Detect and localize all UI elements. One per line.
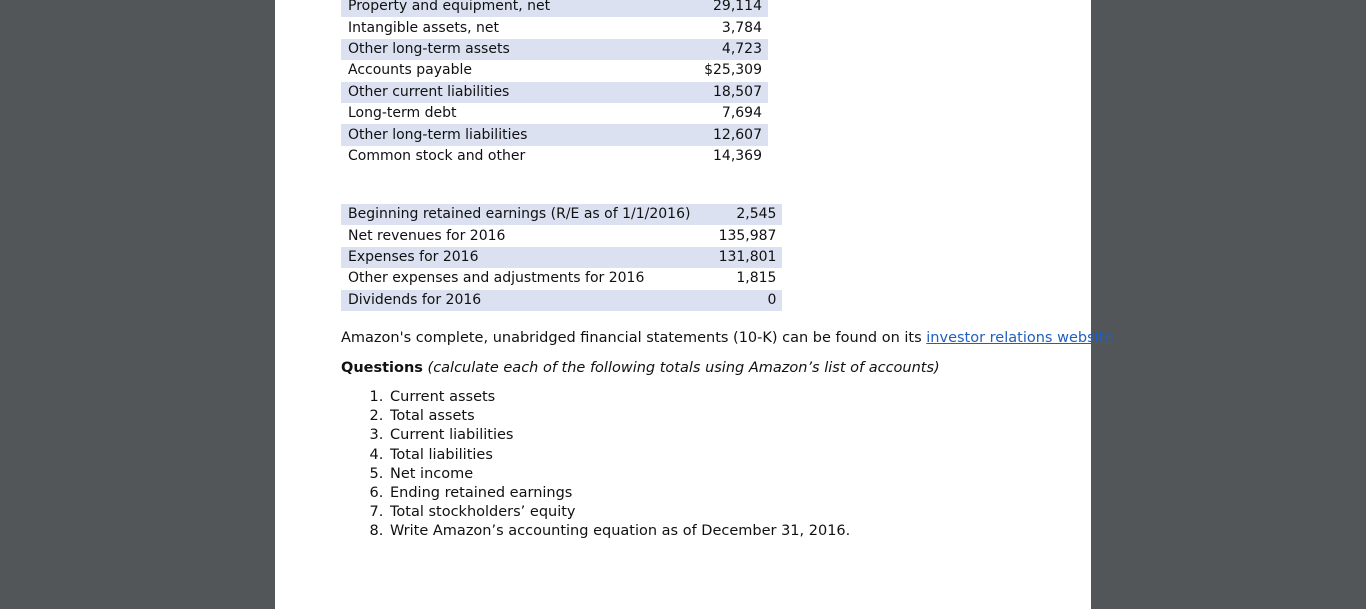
account-label: Expenses for 2016 bbox=[341, 247, 696, 268]
account-value: 12,607 bbox=[682, 124, 768, 145]
statement-note bbox=[341, 330, 1118, 346]
questions-list bbox=[341, 388, 850, 542]
table-row bbox=[341, 247, 782, 268]
account-value: 29,114 bbox=[682, 0, 768, 17]
account-value: $25,309 bbox=[704, 62, 762, 79]
questions-header bbox=[341, 360, 940, 376]
investor-relations-link[interactable]: investor relations website. bbox=[926, 330, 1118, 346]
table-row bbox=[341, 290, 782, 311]
account-label: Other long-term assets bbox=[341, 39, 682, 60]
table-row bbox=[341, 268, 782, 289]
table-row bbox=[341, 60, 768, 81]
list-item: 8. Write Amazon’s accounting equation as of December 31, 2016. bbox=[388, 522, 850, 541]
table-row bbox=[341, 103, 768, 124]
list-item: 6. Ending retained earnings bbox=[388, 484, 850, 503]
list-item: 2. Total assets bbox=[388, 407, 850, 426]
account-label: Dividends for 2016 bbox=[341, 290, 696, 311]
list-item: 4. Total liabilities bbox=[388, 446, 850, 465]
questions-heading: Questions bbox=[341, 360, 423, 376]
table-row bbox=[341, 146, 768, 167]
table-row bbox=[341, 17, 768, 38]
account-value: 135,987 bbox=[718, 227, 777, 244]
account-label: Accounts payable bbox=[348, 62, 472, 79]
account-value: 131,801 bbox=[696, 247, 782, 268]
account-label: Property and equipment, net bbox=[341, 0, 682, 17]
list-item: 5. Net income bbox=[388, 465, 850, 484]
account-label: Other current liabilities bbox=[341, 82, 682, 103]
account-value: 3,784 bbox=[721, 19, 762, 36]
document-page bbox=[275, 0, 1118, 609]
account-label: Net revenues for 2016 bbox=[348, 227, 506, 244]
account-label: Other long-term liabilities bbox=[341, 124, 682, 145]
questions-subtitle: (calculate each of the following totals using Amazon’s list of accounts) bbox=[427, 360, 940, 376]
table-row bbox=[341, 204, 782, 225]
account-value: 1,815 bbox=[736, 270, 777, 287]
balance-accounts-table bbox=[341, 0, 768, 167]
table-row bbox=[341, 225, 782, 246]
account-value: 7,694 bbox=[721, 105, 762, 122]
account-label: Common stock and other bbox=[348, 147, 526, 164]
account-value: 18,507 bbox=[682, 82, 768, 103]
table-row bbox=[341, 124, 768, 145]
income-accounts-table bbox=[341, 204, 782, 311]
statement-note-text: Amazon's complete, unabridged financial statements (10-K) can be found on its bbox=[341, 330, 927, 346]
account-value: 2,545 bbox=[696, 204, 782, 225]
account-value: 14,369 bbox=[713, 147, 762, 164]
list-item: 3. Current liabilities bbox=[388, 426, 850, 445]
account-value: 0 bbox=[696, 290, 782, 311]
list-item: 7. Total stockholders’ equity bbox=[388, 503, 850, 522]
account-label: Beginning retained earnings (R/E as of 1/1/2016) bbox=[341, 204, 696, 225]
table-row bbox=[341, 0, 768, 17]
account-label: Long-term debt bbox=[348, 105, 457, 122]
table-row bbox=[341, 82, 768, 103]
account-label: Intangible assets, net bbox=[348, 19, 499, 36]
account-value: 4,723 bbox=[682, 39, 768, 60]
list-item: 1. Current assets bbox=[388, 388, 850, 407]
table-row bbox=[341, 39, 768, 60]
account-label: Other expenses and adjustments for 2016 bbox=[348, 270, 645, 287]
